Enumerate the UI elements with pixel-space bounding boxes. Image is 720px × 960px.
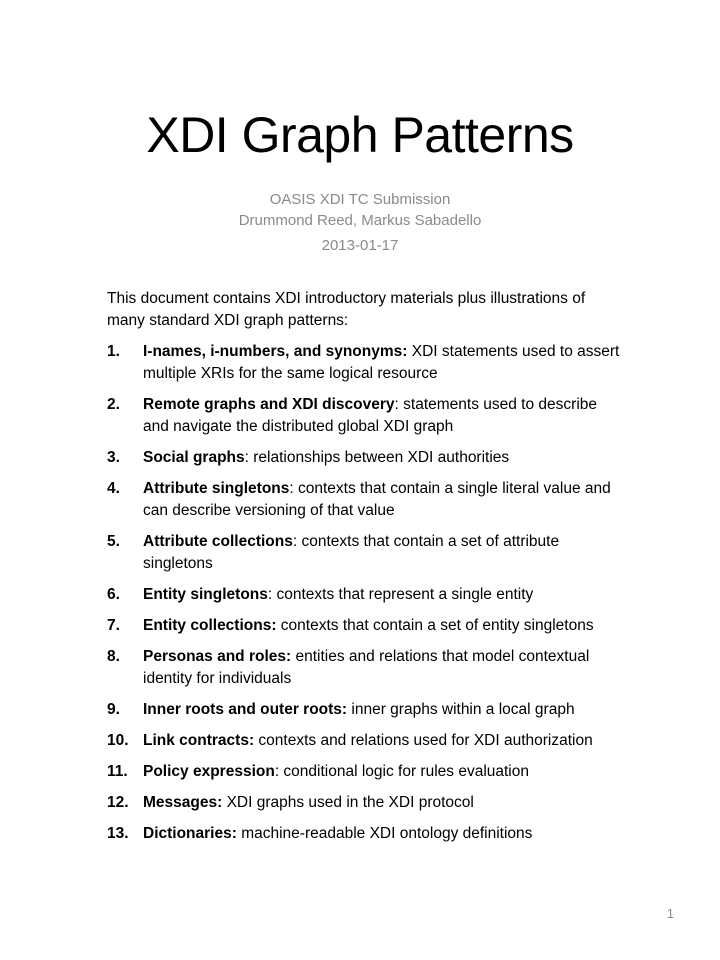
list-item-description: contexts that contain a set of entity singletons bbox=[276, 617, 594, 634]
list-item-description: XDI graphs used in the XDI protocol bbox=[222, 794, 474, 811]
list-item bbox=[107, 646, 627, 690]
list-item-term: Social graphs bbox=[143, 449, 245, 466]
list-item bbox=[107, 699, 627, 721]
list-item-description: : contexts that contain a single literal value and can describe versioning of that value bbox=[143, 480, 611, 519]
list-item-description: : contexts that contain a set of attribute singletons bbox=[143, 533, 560, 572]
list-item-term: Entity collections: bbox=[143, 617, 277, 634]
list-item-number: 8. bbox=[107, 648, 120, 665]
list-item-number: 12. bbox=[107, 794, 129, 811]
date-line: 2013-01-17 bbox=[321, 237, 399, 254]
list-item-term: Dictionaries: bbox=[143, 825, 237, 842]
list-item-term: Entity singletons bbox=[143, 586, 268, 603]
list-item bbox=[107, 730, 627, 752]
list-item-term: Remote graphs and XDI discovery bbox=[143, 396, 395, 413]
list-item bbox=[107, 447, 627, 469]
submission-line: OASIS XDI TC Submission bbox=[269, 191, 451, 208]
list-item-term: I-names, i-numbers, and synonyms: bbox=[143, 343, 408, 360]
list-item-term: Attribute singletons bbox=[143, 480, 290, 497]
list-item-description: : relationships between XDI authorities bbox=[244, 449, 510, 466]
list-item-number: 10. bbox=[107, 732, 129, 749]
list-item bbox=[107, 394, 627, 438]
list-item-description: : conditional logic for rules evaluation bbox=[274, 763, 529, 780]
list-item-description: XDI statements used to assert multiple XRIs for the same logical resource bbox=[143, 343, 620, 382]
list-item bbox=[107, 615, 627, 637]
list-item-description: machine-readable XDI ontology definitions bbox=[236, 825, 533, 842]
list-item-number: 3. bbox=[107, 449, 120, 466]
list-item-number: 1. bbox=[107, 343, 120, 360]
list-item bbox=[107, 584, 627, 606]
page-title: XDI Graph Patterns bbox=[146, 107, 574, 163]
list-item-number: 11. bbox=[107, 763, 128, 780]
list-item-term: Policy expression bbox=[143, 763, 275, 780]
subtitle-block bbox=[0, 189, 720, 256]
list-item-term: Attribute collections bbox=[143, 533, 293, 550]
list-item-term: Messages: bbox=[143, 794, 223, 811]
list-item-term: Inner roots and outer roots: bbox=[143, 701, 348, 718]
list-item-number: 2. bbox=[107, 396, 120, 413]
list-item bbox=[107, 478, 627, 522]
list-item bbox=[107, 531, 627, 575]
list-item-description: : statements used to describe and navigate the distributed global XDI graph bbox=[143, 396, 597, 435]
page-number: 1 bbox=[666, 906, 674, 921]
list-item-description: entities and relations that model contextual identity for individuals bbox=[143, 648, 590, 687]
list-item-number: 4. bbox=[107, 480, 120, 497]
list-item-term: Link contracts: bbox=[143, 732, 255, 749]
authors-line: Drummond Reed, Markus Sabadello bbox=[238, 212, 482, 229]
list-item bbox=[107, 341, 627, 385]
pattern-list bbox=[107, 341, 627, 845]
list-item-description: contexts and relations used for XDI authorization bbox=[254, 732, 593, 749]
list-item-term: Personas and roles: bbox=[143, 648, 292, 665]
list-item-description: : contexts that represent a single entity bbox=[267, 586, 534, 603]
list-item-number: 9. bbox=[107, 701, 120, 718]
list-item-number: 7. bbox=[107, 617, 120, 634]
list-item bbox=[107, 761, 627, 783]
intro-paragraph: This document contains XDI introductory materials plus illustrations of many standard XDI graph patterns: bbox=[107, 290, 586, 329]
list-item-description: inner graphs within a local graph bbox=[347, 701, 575, 718]
list-item-number: 13. bbox=[107, 825, 129, 842]
list-item-number: 5. bbox=[107, 533, 120, 550]
list-item-number: 6. bbox=[107, 586, 120, 603]
content-body bbox=[107, 288, 627, 854]
list-item bbox=[107, 792, 627, 814]
list-item bbox=[107, 823, 627, 845]
